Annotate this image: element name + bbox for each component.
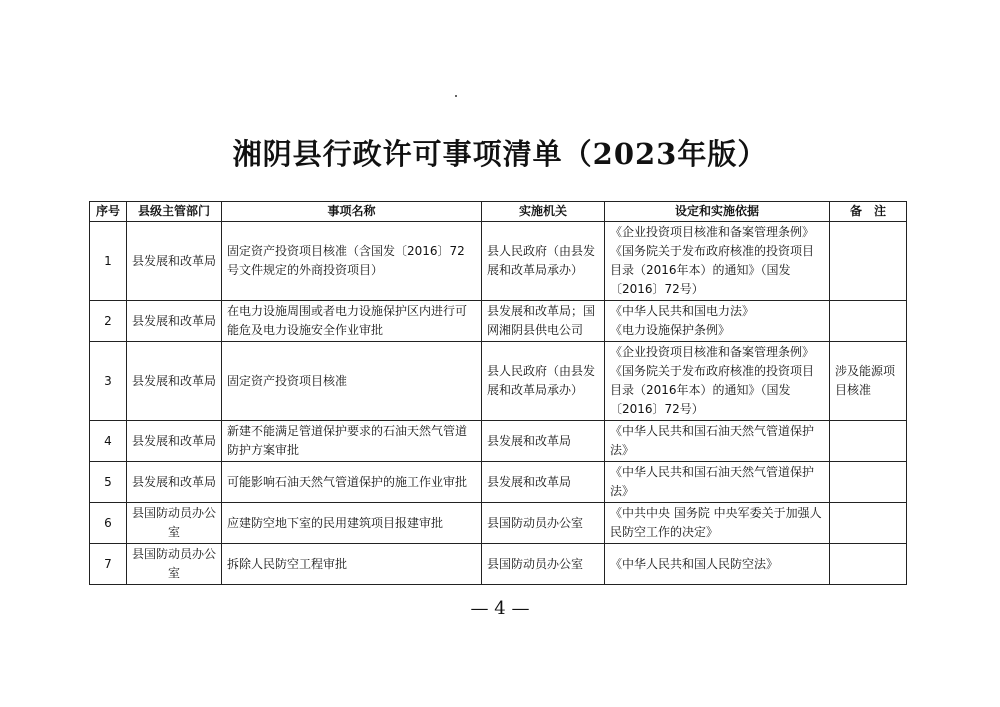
row-basis [605, 421, 830, 462]
row-agency: 县发展和改革局；国网湘阴县供电公司 [482, 301, 605, 342]
page-number: — 4 — [470, 598, 530, 619]
row-seq: 4 [90, 421, 127, 462]
row-agency: 县发展和改革局 [482, 462, 605, 503]
row-agency: 县人民政府（由县发展和改革局承办） [482, 342, 605, 421]
header-note: 备 注 [830, 202, 907, 222]
header-seq: 序号 [90, 202, 127, 222]
row-dept: 县国防动员办公室 [127, 544, 222, 585]
row-note [830, 222, 907, 301]
row-seq: 2 [90, 301, 127, 342]
row-seq: 6 [90, 503, 127, 544]
row-item-name: 拆除人民防空工程审批 [222, 544, 482, 585]
basis-line: 《电力设施保护条例》 [610, 323, 731, 337]
row-item-name: 在电力设施周围或者电力设施保护区内进行可能危及电力设施安全作业审批 [222, 301, 482, 342]
permit-list-table [89, 201, 907, 585]
scan-speck [455, 95, 457, 97]
header-agency: 实施机关 [482, 202, 605, 222]
row-dept: 县国防动员办公室 [127, 503, 222, 544]
row-item-name: 新建不能满足管道保护要求的石油天然气管道防护方案审批 [222, 421, 482, 462]
basis-line: 《中共中央 国务院 中央军委关于加强人民防空工作的决定》 [610, 506, 822, 539]
row-dept: 县发展和改革局 [127, 421, 222, 462]
row-basis [605, 301, 830, 342]
row-agency: 县国防动员办公室 [482, 544, 605, 585]
row-item-name: 固定资产投资项目核准（含国发〔2016〕72号文件规定的外商投资项目） [222, 222, 482, 301]
row-basis [605, 503, 830, 544]
header-dept: 县级主管部门 [127, 202, 222, 222]
row-agency: 县人民政府（由县发展和改革局承办） [482, 222, 605, 301]
basis-line: 《国务院关于发布政府核准的投资项目目录（2016年本）的通知》（国发〔2016〕72号） [610, 364, 815, 416]
row-note [830, 462, 907, 503]
row-agency: 县发展和改革局 [482, 421, 605, 462]
row-seq: 5 [90, 462, 127, 503]
table-row [90, 462, 907, 503]
row-dept: 县发展和改革局 [127, 342, 222, 421]
row-seq: 3 [90, 342, 127, 421]
row-dept: 县发展和改革局 [127, 222, 222, 301]
table-row [90, 503, 907, 544]
row-note [830, 544, 907, 585]
row-dept: 县发展和改革局 [127, 462, 222, 503]
row-note [830, 503, 907, 544]
document-title: 湘阴县行政许可事项清单（2023年版） [232, 137, 768, 171]
table-row [90, 421, 907, 462]
row-basis [605, 544, 830, 585]
basis-line: 《企业投资项目核准和备案管理条例》 [610, 225, 815, 239]
basis-line: 《中华人民共和国石油天然气管道保护法》 [610, 465, 815, 498]
row-item-name: 可能影响石油天然气管道保护的施工作业审批 [222, 462, 482, 503]
header-name: 事项名称 [222, 202, 482, 222]
basis-line: 《国务院关于发布政府核准的投资项目目录（2016年本）的通知》（国发〔2016〕72号） [610, 244, 815, 296]
basis-line: 《中华人民共和国石油天然气管道保护法》 [610, 424, 815, 457]
basis-line: 《中华人民共和国电力法》 [610, 304, 755, 318]
row-note [830, 421, 907, 462]
row-note [830, 301, 907, 342]
row-agency: 县国防动员办公室 [482, 503, 605, 544]
table-row [90, 222, 907, 301]
row-basis [605, 222, 830, 301]
row-note: 涉及能源项目核准 [830, 342, 907, 421]
header-basis: 设定和实施依据 [605, 202, 830, 222]
basis-line: 《企业投资项目核准和备案管理条例》 [610, 345, 815, 359]
row-item-name: 应建防空地下室的民用建筑项目报建审批 [222, 503, 482, 544]
table-row [90, 544, 907, 585]
row-basis [605, 462, 830, 503]
row-basis [605, 342, 830, 421]
row-seq: 7 [90, 544, 127, 585]
table-header-row [90, 202, 907, 222]
row-seq: 1 [90, 222, 127, 301]
table-row [90, 301, 907, 342]
table-row [90, 342, 907, 421]
row-dept: 县发展和改革局 [127, 301, 222, 342]
basis-line: 《中华人民共和国人民防空法》 [610, 556, 779, 571]
row-item-name: 固定资产投资项目核准 [222, 342, 482, 421]
